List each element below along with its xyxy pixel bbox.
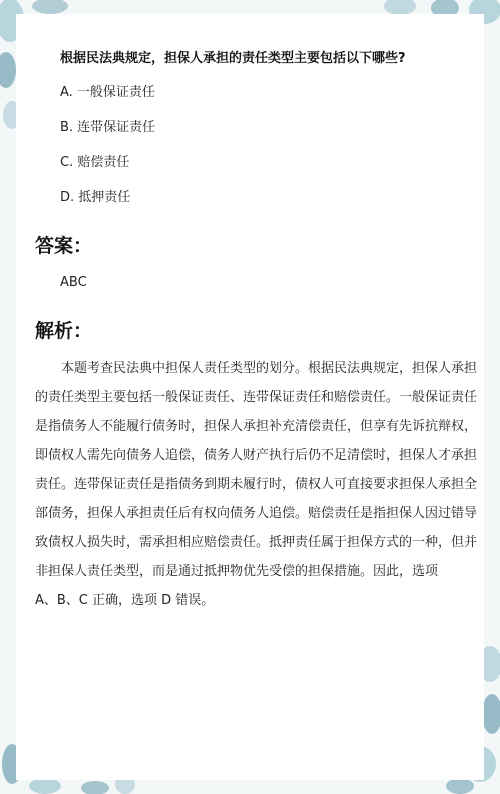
analysis-line: 致债权人损失时，需承担相应赔偿责任。抵押责任属于担保方式的一种，但并 bbox=[35, 535, 478, 550]
analysis-line: A、B、C 正确，选项 D 错误。 bbox=[35, 593, 215, 608]
analysis-line: 部债务，担保人承担责任后有权向债务人追偿。赔偿责任是指担保人因过错导 bbox=[35, 506, 478, 521]
analysis-line: 的责任类型主要包括一般保证责任、连带保证责任和赔偿责任。一般保证责任 bbox=[35, 390, 478, 405]
option-c: C. 赔偿责任 bbox=[60, 155, 130, 170]
option-d: D. 抵押责任 bbox=[60, 190, 131, 205]
analysis-line: 非担保人责任类型，而是通过抵押物优先受偿的担保措施。因此，选项 bbox=[35, 564, 439, 579]
option-b: B. 连带保证责任 bbox=[60, 120, 156, 135]
options-list bbox=[60, 84, 155, 224]
analysis-line: 本题考查民法典中担保人责任类型的划分。根据民法典规定，担保人承担 bbox=[61, 361, 478, 376]
analysis-body bbox=[35, 354, 478, 615]
analysis-line: 即债权人需先向债务人追偿，债务人财产执行后仍不足清偿时，担保人才承担 bbox=[35, 448, 478, 463]
question-card bbox=[16, 14, 484, 780]
analysis-line: 是指债务人不能履行债务时，担保人承担补充清偿责任，但享有先诉抗辩权， bbox=[35, 419, 478, 434]
answer-heading: 答案： bbox=[35, 235, 93, 257]
analysis-heading: 解析： bbox=[35, 320, 93, 342]
answer-value: ABC bbox=[60, 275, 87, 290]
analysis-line: 责任。连带保证责任是指债务到期未履行时，债权人可直接要求担保人承担全 bbox=[35, 477, 478, 492]
option-a: A. 一般保证责任 bbox=[60, 85, 155, 100]
question-text: 根据民法典规定，担保人承担的责任类型主要包括以下哪些? bbox=[60, 51, 406, 66]
